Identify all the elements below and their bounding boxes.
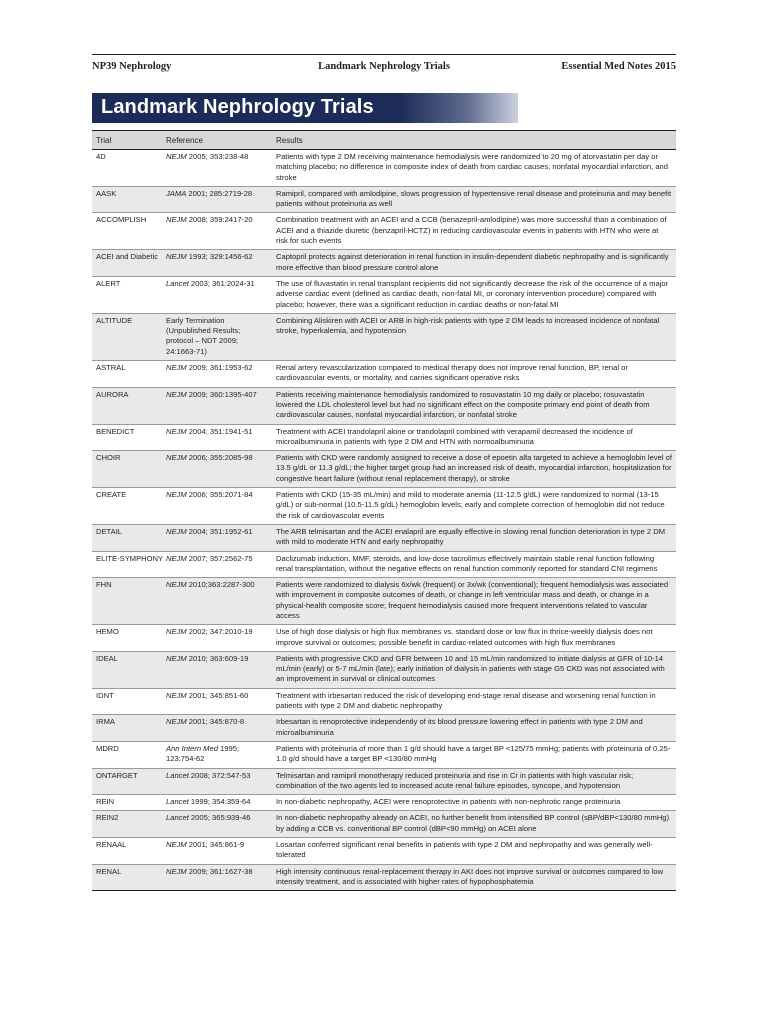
trial-result: Use of high dose dialysis or high flux membranes vs. standard dose or low flux in thrice-weekly dialysis does not improve survival or outcomes; possible benefit in cardiac-related outcomes with high flux membranes: [272, 625, 676, 652]
table-row: [92, 451, 676, 488]
citation-detail: 2009; 361:1627-38: [186, 866, 253, 876]
table-row: [92, 551, 676, 578]
table-row: [92, 313, 676, 360]
header-book-title: Essential Med Notes 2015: [561, 61, 676, 72]
trial-result: Combining Aliskiren with ACEI or ARB in high-risk patients with type 2 DM leads to increased incidence of nonfatal stroke, hyperkalemia, and hypotension: [272, 313, 676, 360]
trial-name: RENAL: [92, 864, 162, 891]
table-row: [92, 688, 676, 715]
table-row: [92, 811, 676, 838]
trial-result: Patients with proteinuria of more than 1 g/d should have a target BP <125/75 mmHg; patients with proteinuria of 0.25-1.0 g/d should have a target BP <130/80 mmHg: [272, 741, 676, 768]
trial-name: ACEI and Diabetic: [92, 250, 162, 277]
trial-name: ONTARGET: [92, 768, 162, 795]
citation-detail: 2001; 345:851-60: [186, 690, 249, 700]
trial-name: ACCOMPLISH: [92, 213, 162, 250]
trial-result: Treatment with ACEI trandolapril alone or trandolapril combined with verapamil decreased the incidence of microalbuminuria in patients with type 2 DM and HTN with normoalbuminuria: [272, 424, 676, 451]
table-row: [92, 150, 676, 187]
trial-result: In non-diabetic nephropathy already on ACEI, no further benefit from intensified BP control (sBP/dBP<130/80 mmHg) by adding a CCB vs. conventional BP control (dBP<90 mmHg) on ACEI alone: [272, 811, 676, 838]
citation-detail: 2005; 365:939-46: [188, 813, 251, 823]
table-row: [92, 213, 676, 250]
column-header-results: Results: [272, 131, 676, 150]
table-row: [92, 250, 676, 277]
trial-result: The use of fluvastatin in renal transplant recipients did not significantly decrease the risk of the occurrence of a major adverse cardiac event (defined as cardiac death, non-fatal MI, or coronary intervention procedure) compared with placebo; however, there was a significant reduction in cardiac deaths or non-fatal MI: [272, 276, 676, 313]
citation-detail: 2001; 345:861-9: [186, 840, 245, 850]
trial-name: CREATE: [92, 488, 162, 525]
citation-detail: Early Termination (Unpublished Results; protocol – NDT 2009; 24:1663-71): [166, 315, 241, 356]
table-row: [92, 387, 676, 424]
citation-detail: 2004; 351:1941-51: [186, 426, 253, 436]
trial-result: Losartan conferred significant renal benefits in patients with type 2 DM and nephropathy and was generally well-tolerated: [272, 838, 676, 865]
trial-reference: [162, 578, 272, 625]
journal-name: Lancet: [166, 770, 189, 780]
table-row: [92, 715, 676, 742]
trial-reference: [162, 811, 272, 838]
trial-reference: [162, 838, 272, 865]
trial-reference: [162, 625, 272, 652]
citation-detail: 2009; 360:1395-407: [186, 389, 257, 399]
page: [92, 54, 676, 891]
trial-reference: [162, 387, 272, 424]
table-row: [92, 424, 676, 451]
citation-detail: 1995; 123:754-62: [166, 743, 240, 764]
citation-detail: 1999; 354:359-64: [188, 797, 251, 807]
journal-name: NEJM: [166, 490, 187, 500]
citation-detail: 2008; 359:2417-20: [186, 215, 253, 225]
page-title: Landmark Nephrology Trials: [101, 96, 374, 118]
citation-detail: 1993; 329:1456-62: [186, 252, 253, 262]
trial-reference: [162, 451, 272, 488]
trial-name: REIN: [92, 795, 162, 811]
journal-name: NEJM: [166, 426, 187, 436]
header-section-label: NP39 Nephrology: [92, 61, 172, 72]
trial-reference: [162, 795, 272, 811]
trial-reference: [162, 424, 272, 451]
trial-result: Patients with progressive CKD and GFR between 10 and 15 mL/min randomized to initiate dialysis at GFR of 10-14 mL/min (early) or 5-7 mL/min (late); early initiation of dialysis in patients with stage G5 CKD was not associated with an improvement in survival or clinical outcomes: [272, 651, 676, 688]
trial-result: Captopril protects against deterioration in renal function in insulin-dependent diabetic nephropathy and is significantly more effective than blood pressure control alone: [272, 250, 676, 277]
table-row: [92, 795, 676, 811]
journal-name: NEJM: [166, 152, 187, 161]
journal-name: Lancet: [166, 278, 189, 288]
journal-name: NEJM: [166, 627, 187, 637]
trial-name: HEMO: [92, 625, 162, 652]
trial-result: Ramipril, compared with amlodipine, slows progression of hypertensive renal disease and proteinuria and may benefit patients without proteinuria as well: [272, 186, 676, 213]
trial-reference: [162, 524, 272, 551]
citation-detail: 2006; 355:2085-98: [186, 453, 253, 463]
journal-name: Lancet: [166, 813, 189, 823]
journal-name: NEJM: [166, 866, 187, 876]
trial-reference: [162, 213, 272, 250]
table-row: [92, 276, 676, 313]
table-header: [92, 131, 676, 150]
table-row: [92, 864, 676, 891]
trial-result: Treatment with irbesartan reduced the risk of developing end-stage renal disease and worsening renal function in patients with type 2 DM and diabetic nephropathy: [272, 688, 676, 715]
journal-name: NEJM: [166, 363, 187, 373]
table-row: [92, 186, 676, 213]
trial-name: AASK: [92, 186, 162, 213]
citation-detail: 2002; 347:2010-19: [186, 627, 253, 637]
journal-name: NEJM: [166, 453, 187, 463]
trial-name: 4D: [92, 150, 162, 187]
table-row: [92, 488, 676, 525]
table-row: [92, 651, 676, 688]
journal-name: NEJM: [166, 252, 187, 262]
trial-reference: [162, 768, 272, 795]
trial-result: Renal artery revascularization compared to medical therapy does not improve renal function, BP, renal or cardiovascular events, or mortality, and carries significant operative risks: [272, 361, 676, 388]
trial-result: In non-diabetic nephropathy, ACEI were renoprotective in patients with non-nephrotic range proteinuria: [272, 795, 676, 811]
trial-result: High intensity continuous renal-replacement therapy in AKI does not improve survival or outcomes compared to low intensity treatment, and is associated with higher rates of hypophosphatemia: [272, 864, 676, 891]
table-header-row: [92, 131, 676, 150]
journal-name: NEJM: [166, 840, 187, 850]
table-row: [92, 625, 676, 652]
trial-reference: [162, 150, 272, 187]
table-row: [92, 741, 676, 768]
trial-name: DETAIL: [92, 524, 162, 551]
trial-result: Patients with type 2 DM receiving maintenance hemodialysis were randomized to 20 mg of atorvastatin per day or matching placebo; no difference in composite index of death from cardiac causes, nonfatal myocardial infarction, and stroke: [272, 150, 676, 187]
citation-detail: 2008; 372:547-53: [188, 770, 251, 780]
citation-detail: 2001; 285:2719-28: [186, 188, 253, 198]
journal-name: NEJM: [166, 717, 187, 727]
table-row: [92, 768, 676, 795]
trial-name: ELITE-SYMPHONY: [92, 551, 162, 578]
table-row: [92, 361, 676, 388]
trial-name: ALTITUDE: [92, 313, 162, 360]
trial-reference: [162, 361, 272, 388]
trial-reference: [162, 276, 272, 313]
journal-name: Ann Intern Med: [166, 743, 218, 753]
trial-reference: [162, 488, 272, 525]
journal-name: JAMA: [166, 188, 187, 198]
citation-detail: 2006; 355:2071-84: [186, 490, 253, 500]
table-row: [92, 838, 676, 865]
trial-name: IDNT: [92, 688, 162, 715]
header-chapter-title: Landmark Nephrology Trials: [318, 61, 450, 72]
trial-name: BENEDICT: [92, 424, 162, 451]
journal-name: NEJM: [166, 580, 187, 590]
journal-name: NEJM: [166, 389, 187, 399]
journal-name: NEJM: [166, 653, 187, 663]
trials-table: [92, 130, 676, 891]
citation-detail: 2004; 351:1952-61: [186, 526, 253, 536]
citation-detail: 2005; 353:238-48: [186, 152, 249, 161]
trial-result: Patients receiving maintenance hemodialysis randomized to rosuvastatin 10 mg daily or placebo; rosuvastatin lowered the LDL cholesterol level but had no significant effect on the composite primary end point of death from cardiovascular causes, nonfatal myocardial infarction, or nonfatal stroke: [272, 387, 676, 424]
trial-result: Patients with CKD (15-35 mL/min) and mild to moderate anemia (11-12.5 g/dL) were randomized to normal (13-15 g/dL) or sub-normal (10.5-11.5 g/dL) hemoglobin levels; early and complete correction of hemoglobin did not reduce the risk of cardiovascular events: [272, 488, 676, 525]
citation-detail: 2010;363:2287-300: [186, 580, 255, 590]
trial-reference: [162, 741, 272, 768]
trial-result: Combination treatment with an ACEI and a CCB (benazepril-amlodipine) was more successful than a combination of ACEI and a thiazide diuretic (benzapril-HCTZ) in reducing cardiovascular events in patients with HTN who were at risk for such events: [272, 213, 676, 250]
trial-reference: [162, 864, 272, 891]
trial-name: MDRD: [92, 741, 162, 768]
column-header-trial: Trial: [92, 131, 162, 150]
trial-name: FHN: [92, 578, 162, 625]
table-row: [92, 524, 676, 551]
trial-result: Patients with CKD were randomly assigned to receive a dose of epoetin alfa targeted to achieve a hemoglobin level of 13.5 g/dL or 11.3 g/dL; the higher target group had an increased risk of death, myocardial infarction, hospitalization for congestive heart failure (without renal replacement therapy), or stroke: [272, 451, 676, 488]
table-row: [92, 578, 676, 625]
citation-detail: 2010; 363:609-19: [186, 653, 249, 663]
journal-name: Lancet: [166, 797, 189, 807]
trial-result: Patients were randomized to dialysis 6x/wk (frequent) or 3x/wk (conventional); frequent hemodialysis was associated with improvement in composite outcomes of death, or change in left ventricular mass and death, or change in a physical-health composite score; frequent hemodialysis caused more frequent interventions related to vascular access: [272, 578, 676, 625]
trial-reference: [162, 250, 272, 277]
trial-result: Irbesartan is renoprotective independently of its blood pressure lowering effect in patients with type 2 DM and microalbuminuria: [272, 715, 676, 742]
title-banner: [92, 93, 518, 123]
trial-name: REIN2: [92, 811, 162, 838]
citation-detail: 2001; 345:870-8: [186, 717, 245, 727]
trial-reference: [162, 651, 272, 688]
trial-name: IRMA: [92, 715, 162, 742]
trial-reference: [162, 186, 272, 213]
trial-reference: [162, 313, 272, 360]
trial-name: IDEAL: [92, 651, 162, 688]
trial-name: AURORA: [92, 387, 162, 424]
trial-result: Telmisartan and ramipril monotherapy reduced proteinuria and rise in Cr in patients with high vascular risk; combination of the two agents led to increased acute renal failure episodes, syncope, and hypotension: [272, 768, 676, 795]
journal-name: NEJM: [166, 553, 187, 563]
citation-detail: 2009; 361:1953-62: [186, 363, 253, 373]
column-header-reference: Reference: [162, 131, 272, 150]
table-body: [92, 150, 676, 891]
citation-detail: 2003; 361:2024-31: [188, 278, 255, 288]
trial-reference: [162, 715, 272, 742]
journal-name: NEJM: [166, 215, 187, 225]
trial-name: CHOIR: [92, 451, 162, 488]
journal-name: NEJM: [166, 690, 187, 700]
trial-result: Daclizumab induction, MMF, steroids, and low-dose tacrolimus effectively maintain stable renal function following renal transplantation, without the negative effects on renal function commonly reported for standard CNI regimens: [272, 551, 676, 578]
citation-detail: 2007; 357:2562-75: [186, 553, 253, 563]
journal-name: NEJM: [166, 526, 187, 536]
trial-name: ASTRAL: [92, 361, 162, 388]
trial-result: The ARB telmisartan and the ACEI enalapril are equally effective in slowing renal function deterioration in type 2 DM with mild to moderate HTN and early nephropathy: [272, 524, 676, 551]
trial-name: ALERT: [92, 276, 162, 313]
running-header: [92, 54, 676, 79]
trial-name: RENAAL: [92, 838, 162, 865]
trial-reference: [162, 551, 272, 578]
trial-reference: [162, 688, 272, 715]
